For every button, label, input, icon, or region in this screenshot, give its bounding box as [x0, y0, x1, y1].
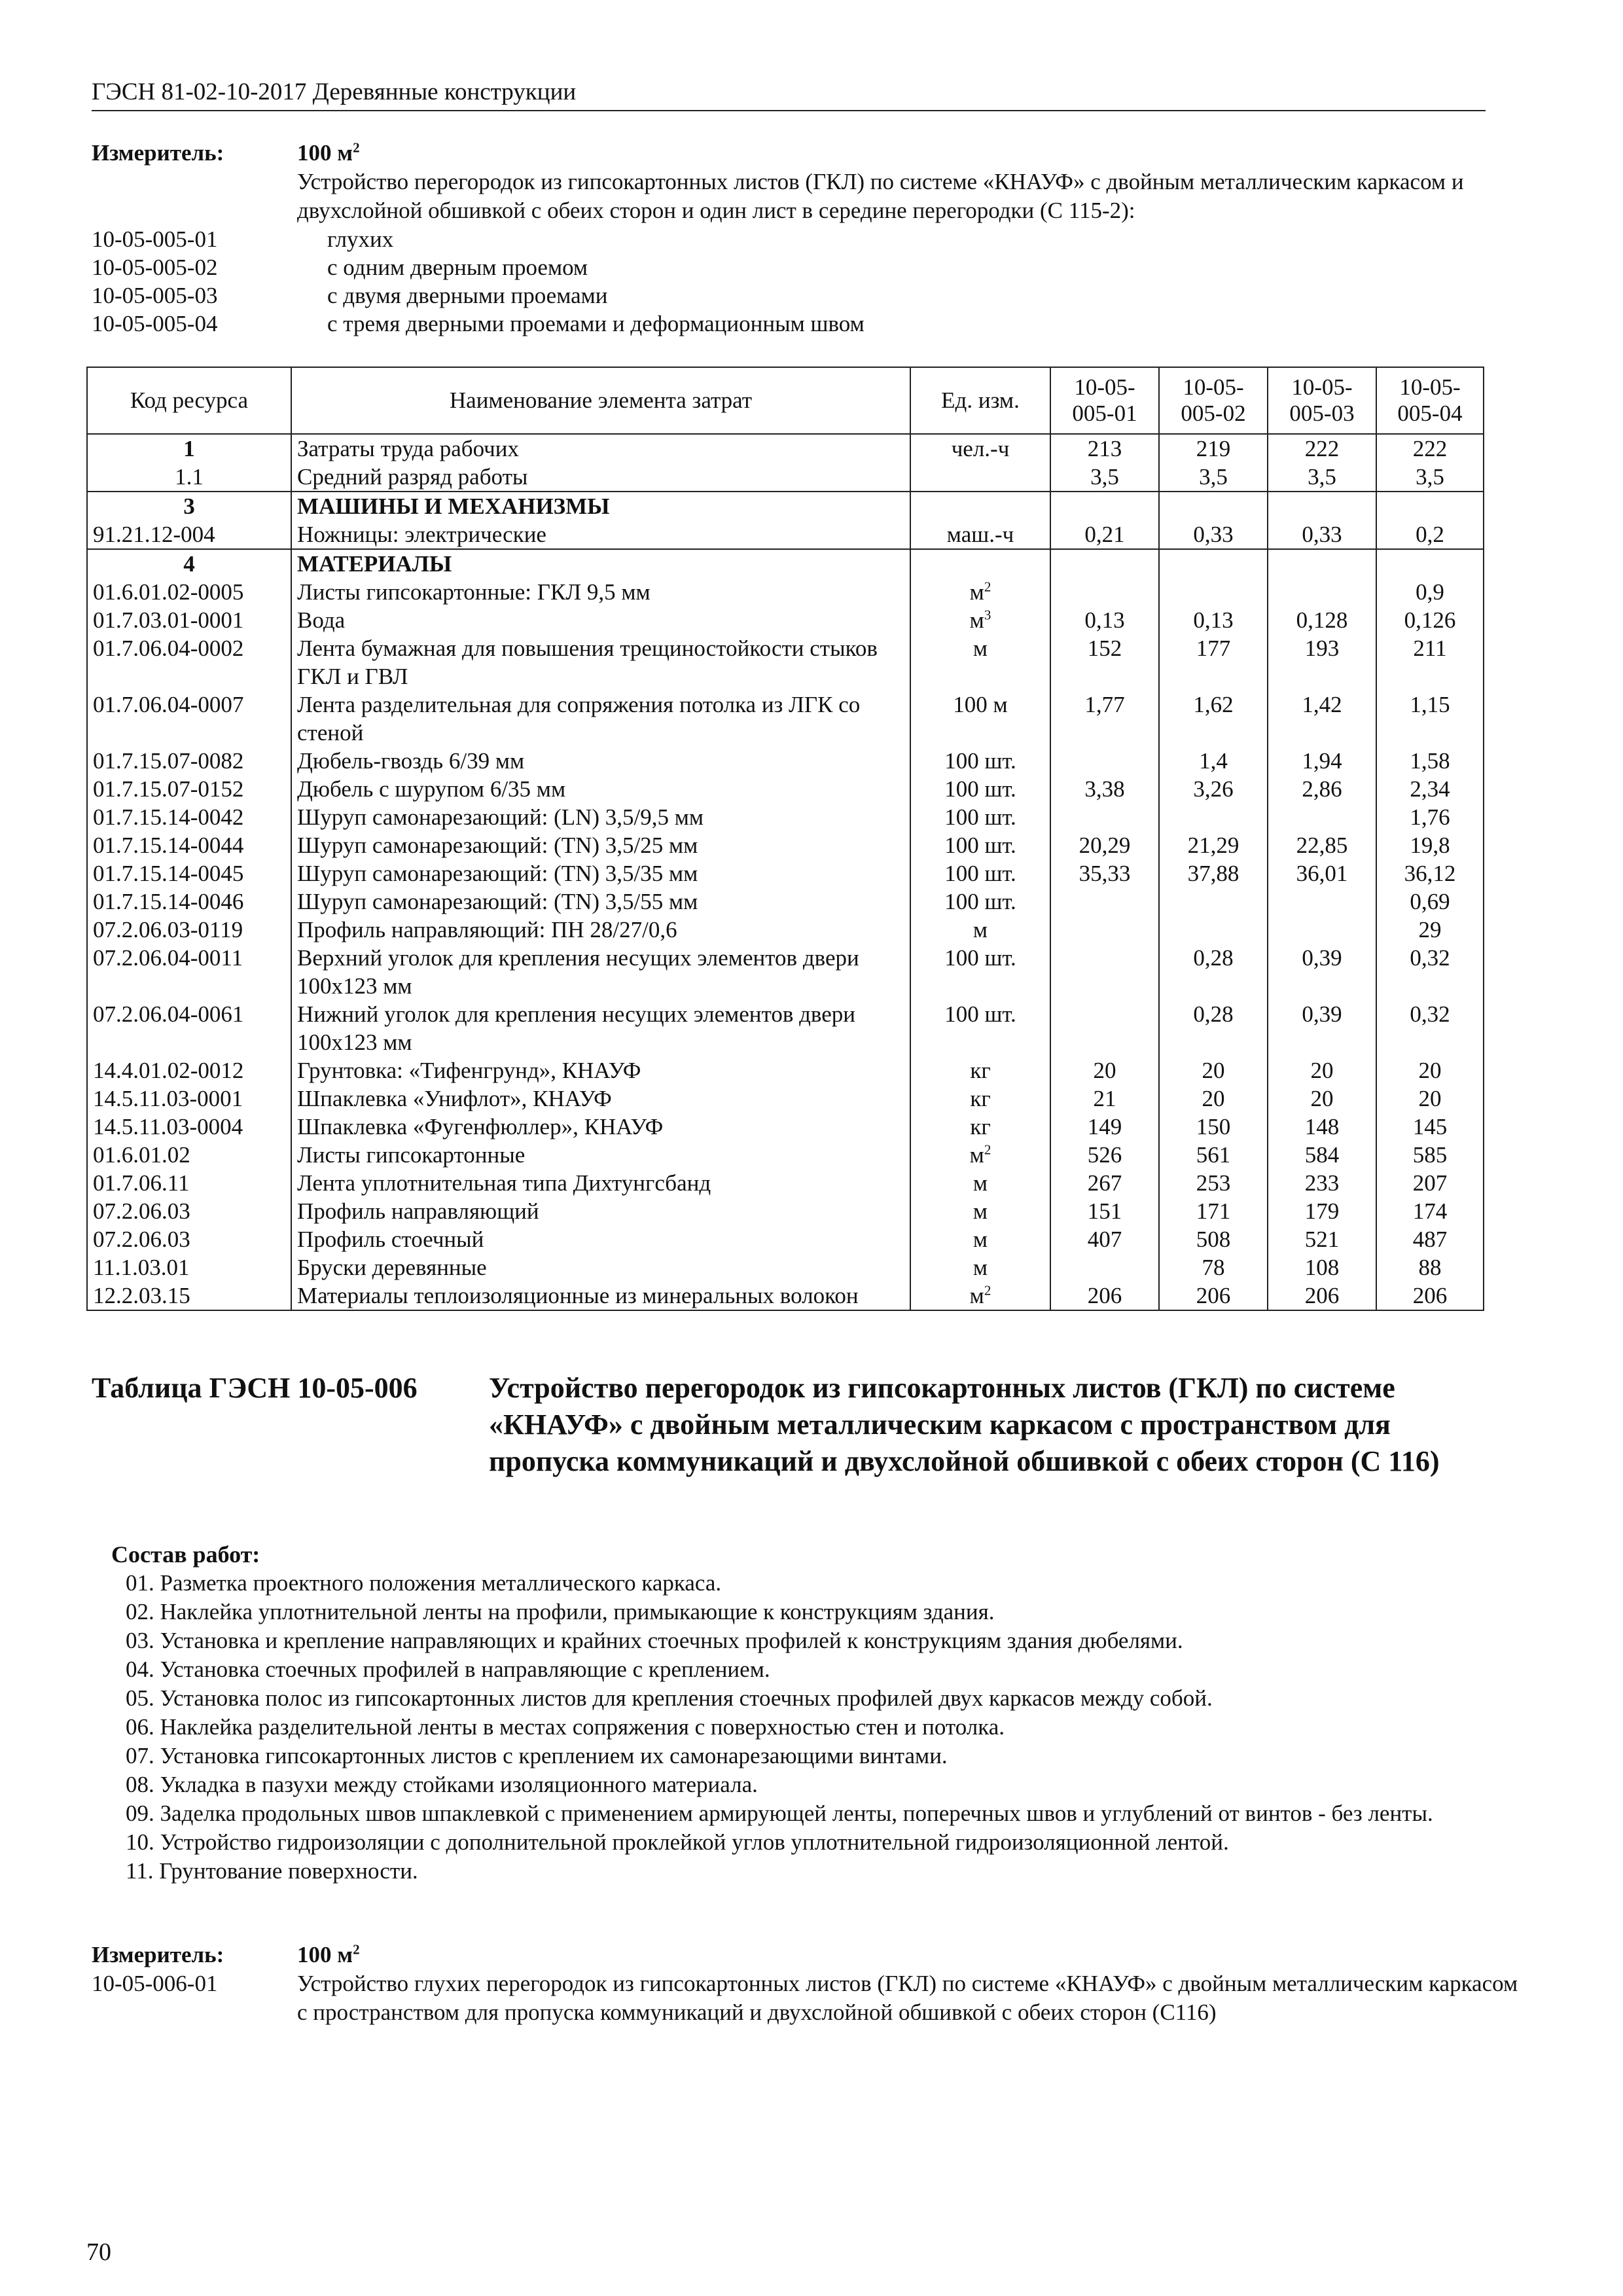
cell-code: 01.7.15.07-0082	[87, 747, 291, 775]
cell-code: 01.7.03.01-0001	[87, 606, 291, 634]
measure-block-1	[92, 139, 1486, 338]
cell-value-3: 584	[1268, 1141, 1376, 1169]
cell-unit-text: 100 шт.	[944, 861, 1016, 886]
cell-name: Бруски деревянные	[291, 1253, 910, 1282]
table-row	[87, 578, 1484, 606]
cell-unit-text: м	[972, 1198, 988, 1224]
cell-name: Лента разделительная для сопряжения потолка из ЛГК со стеной	[291, 691, 910, 747]
table-row	[87, 1000, 1484, 1056]
cell-value-2: 171	[1159, 1197, 1268, 1225]
cell-value-4: 0,69	[1376, 888, 1484, 916]
cell-value-3: 222	[1268, 434, 1376, 463]
header-unit: Ед. изм.	[910, 367, 1050, 434]
table-row	[87, 634, 1484, 691]
cell-value-2: 1,4	[1159, 747, 1268, 775]
cell-unit	[910, 634, 1050, 691]
cell-value-3: 193	[1268, 634, 1376, 691]
cell-code: 1	[87, 434, 291, 463]
cell-unit	[910, 1253, 1050, 1282]
table-row	[87, 803, 1484, 831]
cell-value-3: 148	[1268, 1113, 1376, 1141]
cell-unit	[910, 691, 1050, 747]
cell-value-1: 3,5	[1050, 463, 1159, 492]
cell-value-3: 0,33	[1268, 520, 1376, 549]
measure-item-code: 10-05-005-02	[92, 255, 218, 280]
cell-value-4: 487	[1376, 1225, 1484, 1253]
cell-value-1	[1050, 803, 1159, 831]
cell-value-3: 233	[1268, 1169, 1376, 1197]
works-item: 01. Разметка проектного положения металлического каркаса.	[126, 1570, 722, 1596]
cell-value-3: 206	[1268, 1282, 1376, 1310]
measure-item-text: глухих	[327, 226, 394, 252]
cell-unit-text: м	[969, 1283, 984, 1308]
cell-value-3: 0,128	[1268, 606, 1376, 634]
cell-value-4	[1376, 549, 1484, 578]
cell-value-3: 22,85	[1268, 831, 1376, 859]
cell-unit	[910, 463, 1050, 492]
cell-unit	[910, 859, 1050, 888]
cell-value-1	[1050, 747, 1159, 775]
cell-value-4: 222	[1376, 434, 1484, 463]
table-row	[87, 775, 1484, 803]
cell-value-4: 585	[1376, 1141, 1484, 1169]
cell-unit-text: маш.-ч	[946, 522, 1014, 547]
cell-unit	[910, 1225, 1050, 1253]
cell-unit-text: м	[969, 1142, 984, 1168]
cell-value-3: 0,39	[1268, 944, 1376, 1000]
cell-unit-text: 100 шт.	[944, 945, 1016, 971]
cell-unit	[910, 888, 1050, 916]
cell-name: Лента уплотнительная типа Дихтунгсбанд	[291, 1169, 910, 1197]
measure-item-code: 10-05-005-03	[92, 283, 218, 308]
cell-unit-text: кг	[970, 1058, 991, 1083]
cell-value-3: 1,94	[1268, 747, 1376, 775]
cell-value-4	[1376, 492, 1484, 520]
cell-code: 07.2.06.04-0061	[87, 1000, 291, 1056]
cell-name: Нижний уголок для крепления несущих элементов двери 100x123 мм	[291, 1000, 910, 1056]
works-item: 07. Установка гипсокартонных листов с креплением их самонарезающими винтами.	[126, 1743, 948, 1768]
cell-value-4: 1,15	[1376, 691, 1484, 747]
cell-name: Грунтовка: «Тифенгрунд», КНАУФ	[291, 1056, 910, 1085]
cell-unit	[910, 1000, 1050, 1056]
cell-value-4: 2,34	[1376, 775, 1484, 803]
cell-value-1	[1050, 888, 1159, 916]
works-item: 06. Наклейка разделительной ленты в местах сопряжения с поверхностью стен и потолка.	[126, 1714, 1005, 1740]
cell-value-1: 152	[1050, 634, 1159, 691]
cell-value-1: 151	[1050, 1197, 1159, 1225]
measure-item-text: с двумя дверными проемами	[327, 283, 608, 308]
cell-name: Лента бумажная для повышения трещиностойкости стыков ГКЛ и ГВЛ	[291, 634, 910, 691]
cell-value-1	[1050, 549, 1159, 578]
measure2-code: 10-05-006-01	[92, 1971, 218, 1996]
cell-value-1	[1050, 578, 1159, 606]
cell-unit	[910, 1197, 1050, 1225]
cell-value-3	[1268, 916, 1376, 944]
cell-unit-text: 100 шт.	[944, 776, 1016, 802]
cell-value-4: 174	[1376, 1197, 1484, 1225]
cell-value-4: 0,9	[1376, 578, 1484, 606]
cell-value-4: 207	[1376, 1169, 1484, 1197]
table-row	[87, 1197, 1484, 1225]
cell-code: 01.7.15.14-0045	[87, 859, 291, 888]
cell-value-2	[1159, 578, 1268, 606]
cell-name: Верхний уголок для крепления несущих элементов двери 100x123 мм	[291, 944, 910, 1000]
page-header	[92, 77, 1486, 111]
cell-name: Шуруп самонарезающий: (TN) 3,5/35 мм	[291, 859, 910, 888]
table-row	[87, 691, 1484, 747]
cell-unit-sup: 2	[984, 1282, 991, 1299]
cell-unit	[910, 578, 1050, 606]
cell-name: МАШИНЫ И МЕХАНИЗМЫ	[291, 492, 910, 520]
cell-code: 3	[87, 492, 291, 520]
cell-unit-text: 100 шт.	[944, 833, 1016, 858]
works-item: 02. Наклейка уплотнительной ленты на профили, примыкающие к конструкциям здания.	[126, 1599, 995, 1624]
cell-value-3	[1268, 549, 1376, 578]
resource-table	[86, 367, 1484, 1311]
cell-name: Шпаклевка «Унифлот», КНАУФ	[291, 1085, 910, 1113]
cell-unit-text: 100 шт.	[944, 1001, 1016, 1027]
cell-unit	[910, 747, 1050, 775]
table-row	[87, 1169, 1484, 1197]
cell-code: 01.7.06.11	[87, 1169, 291, 1197]
measure-item	[92, 253, 1486, 281]
cell-value-4: 0,32	[1376, 1000, 1484, 1056]
cell-name: Профиль направляющий	[291, 1197, 910, 1225]
table-row	[87, 520, 1484, 549]
cell-code: 07.2.06.04-0011	[87, 944, 291, 1000]
table-row	[87, 606, 1484, 634]
cell-value-4: 0,32	[1376, 944, 1484, 1000]
works-item: 03. Установка и крепление направляющих и крайних стоечных профилей к конструкциям здания дюбелями.	[126, 1628, 1183, 1653]
cell-code: 11.1.03.01	[87, 1253, 291, 1282]
cell-value-2: 0,28	[1159, 944, 1268, 1000]
cell-code: 01.7.15.14-0046	[87, 888, 291, 916]
cell-unit-text: 100 м	[953, 692, 1008, 717]
cell-unit	[910, 492, 1050, 520]
header-title: ГЭСН 81-02-10-2017 Деревянные конструкции	[92, 79, 577, 105]
cell-name: Материалы теплоизоляционные из минеральных волокон	[291, 1282, 910, 1310]
cell-unit-sup: 2	[984, 579, 991, 595]
cell-code: 07.2.06.03-0119	[87, 916, 291, 944]
cell-name: Средний разряд работы	[291, 463, 910, 492]
cell-unit	[910, 831, 1050, 859]
measure-item	[92, 281, 1486, 310]
cell-value-1: 206	[1050, 1282, 1159, 1310]
cell-code: 91.21.12-004	[87, 520, 291, 549]
cell-value-4: 88	[1376, 1253, 1484, 1282]
cell-value-2: 3,26	[1159, 775, 1268, 803]
cell-code: 01.7.15.07-0152	[87, 775, 291, 803]
cell-value-1: 0,21	[1050, 520, 1159, 549]
cell-name: Дюбель с шурупом 6/35 мм	[291, 775, 910, 803]
table-row	[87, 1282, 1484, 1310]
measure-item-text: с одним дверным проемом	[327, 255, 588, 280]
cell-value-3	[1268, 578, 1376, 606]
cell-value-1: 20	[1050, 1056, 1159, 1085]
header-code: Код ресурса	[87, 367, 291, 434]
cell-value-2: 37,88	[1159, 859, 1268, 888]
cell-unit-text: кг	[970, 1114, 991, 1139]
cell-value-2: 508	[1159, 1225, 1268, 1253]
cell-value-4: 211	[1376, 634, 1484, 691]
cell-value-3	[1268, 803, 1376, 831]
table-row	[87, 1085, 1484, 1113]
table2-title: Устройство перегородок из гипсокартонных листов (ГКЛ) по системе «КНАУФ» с двойным металлическим каркасом с пространством для пропуска коммуникаций и двухслойной обшивкой с обеих сторон (С 116)	[489, 1372, 1440, 1477]
cell-unit	[910, 916, 1050, 944]
cell-code: 01.7.06.04-0007	[87, 691, 291, 747]
cell-unit-text: 100 шт.	[944, 804, 1016, 830]
cell-value-1: 213	[1050, 434, 1159, 463]
cell-value-1: 21	[1050, 1085, 1159, 1113]
measure-item-code: 10-05-005-04	[92, 311, 218, 336]
cell-unit-text: м	[969, 579, 984, 605]
cell-unit-text: м	[969, 607, 984, 633]
cell-value-4: 1,76	[1376, 803, 1484, 831]
table-row	[87, 1056, 1484, 1085]
cell-value-1: 20,29	[1050, 831, 1159, 859]
header-col3: 10-05-005-03	[1268, 367, 1376, 434]
works-item: 11. Грунтование поверхности.	[126, 1858, 418, 1884]
measure2-unit-sup: 2	[353, 1941, 360, 1958]
cell-value-2: 0,33	[1159, 520, 1268, 549]
works-list	[126, 1569, 1441, 1886]
works-item: 04. Установка стоечных профилей в направляющие с креплением.	[126, 1657, 770, 1682]
cell-code: 12.2.03.15	[87, 1282, 291, 1310]
table-row	[87, 888, 1484, 916]
cell-value-1	[1050, 492, 1159, 520]
cell-value-1: 1,77	[1050, 691, 1159, 747]
cell-value-3: 2,86	[1268, 775, 1376, 803]
cell-name: Профиль направляющий: ПН 28/27/0,6	[291, 916, 910, 944]
table-row	[87, 434, 1484, 463]
cell-unit-text: кг	[970, 1086, 991, 1111]
cell-unit-text: м	[972, 1227, 988, 1252]
cell-code: 1.1	[87, 463, 291, 492]
header-col2: 10-05-005-02	[1159, 367, 1268, 434]
cell-code: 01.6.01.02	[87, 1141, 291, 1169]
cell-name: Шуруп самонарезающий: (LN) 3,5/9,5 мм	[291, 803, 910, 831]
measure-items	[92, 225, 1486, 338]
cell-value-2: 561	[1159, 1141, 1268, 1169]
cell-name: МАТЕРИАЛЫ	[291, 549, 910, 578]
works-item: 10. Устройство гидроизоляции с дополнительной проклейкой углов уплотнительной гидроизоляционной лентой.	[126, 1829, 1229, 1855]
cell-value-4: 36,12	[1376, 859, 1484, 888]
cell-value-4: 1,58	[1376, 747, 1484, 775]
cell-value-1	[1050, 944, 1159, 1000]
page-number: 70	[86, 2238, 111, 2266]
cell-unit	[910, 1056, 1050, 1085]
cell-name: Шуруп самонарезающий: (TN) 3,5/25 мм	[291, 831, 910, 859]
table-row	[87, 1253, 1484, 1282]
cell-unit	[910, 1282, 1050, 1310]
cell-value-3: 3,5	[1268, 463, 1376, 492]
cell-value-1	[1050, 1000, 1159, 1056]
cell-value-4: 19,8	[1376, 831, 1484, 859]
measure-item	[92, 310, 1486, 338]
cell-value-4: 0,126	[1376, 606, 1484, 634]
cell-value-4: 20	[1376, 1085, 1484, 1113]
cell-value-2	[1159, 803, 1268, 831]
cell-name: Листы гипсокартонные	[291, 1141, 910, 1169]
measure-unit-text: 100 м	[297, 140, 353, 166]
cell-unit	[910, 520, 1050, 549]
measure2-label: Измеритель:	[92, 1942, 224, 1967]
table-row	[87, 831, 1484, 859]
cell-unit	[910, 549, 1050, 578]
cell-value-3	[1268, 492, 1376, 520]
cell-value-2: 0,28	[1159, 1000, 1268, 1056]
cell-code: 14.4.01.02-0012	[87, 1056, 291, 1085]
cell-value-4: 206	[1376, 1282, 1484, 1310]
cell-name: Листы гипсокартонные: ГКЛ 9,5 мм	[291, 578, 910, 606]
cell-name: Профиль стоечный	[291, 1225, 910, 1253]
cell-value-2: 20	[1159, 1056, 1268, 1085]
cell-value-2	[1159, 888, 1268, 916]
cell-name: Шпаклевка «Фугенфюллер», КНАУФ	[291, 1113, 910, 1141]
cell-value-2	[1159, 549, 1268, 578]
cell-code: 07.2.06.03	[87, 1225, 291, 1253]
cell-unit-sup: 2	[984, 1141, 991, 1158]
table-body	[87, 434, 1484, 1310]
cell-name: Вода	[291, 606, 910, 634]
table-row	[87, 1113, 1484, 1141]
cell-value-4: 29	[1376, 916, 1484, 944]
measure2-unit	[297, 1941, 360, 1969]
cell-unit-text: м	[972, 1170, 988, 1196]
cell-value-4: 145	[1376, 1113, 1484, 1141]
cell-value-4: 3,5	[1376, 463, 1484, 492]
cell-value-2: 219	[1159, 434, 1268, 463]
cell-value-3: 0,39	[1268, 1000, 1376, 1056]
cell-name: Ножницы: электрические	[291, 520, 910, 549]
cell-value-3: 108	[1268, 1253, 1376, 1282]
header-col1: 10-05-005-01	[1050, 367, 1159, 434]
measure-description: Устройство перегородок из гипсокартонных листов (ГКЛ) по системе «КНАУФ» с двойным металлическим каркасом и двухслойной обшивкой с обеих сторон и один лист в середине перегородки (С 115-2):	[297, 169, 1464, 223]
cell-unit	[910, 1085, 1050, 1113]
cell-unit	[910, 1169, 1050, 1197]
measure2-description: Устройство глухих перегородок из гипсокартонных листов (ГКЛ) по системе «КНАУФ» с двойным металлическим каркасом с пространством для пропуска коммуникаций и двухслойной обшивкой с обеих сторон (С116)	[297, 1971, 1518, 2025]
cell-value-1: 0,13	[1050, 606, 1159, 634]
cell-value-3: 179	[1268, 1197, 1376, 1225]
table-header-row	[87, 367, 1484, 434]
measure-block-2	[92, 1941, 1518, 2027]
cell-value-3: 20	[1268, 1056, 1376, 1085]
cell-value-2: 78	[1159, 1253, 1268, 1282]
cell-value-1: 267	[1050, 1169, 1159, 1197]
cell-value-2: 3,5	[1159, 463, 1268, 492]
measure-item-text: с тремя дверными проемами и деформационным швом	[327, 311, 865, 336]
cell-code: 01.7.15.14-0044	[87, 831, 291, 859]
cell-unit	[910, 1113, 1050, 1141]
table-row	[87, 549, 1484, 578]
cell-value-1: 407	[1050, 1225, 1159, 1253]
cell-value-1: 35,33	[1050, 859, 1159, 888]
measure-unit-sup: 2	[353, 139, 360, 156]
cell-code: 07.2.06.03	[87, 1197, 291, 1225]
cell-value-4: 0,2	[1376, 520, 1484, 549]
cell-value-1: 526	[1050, 1141, 1159, 1169]
cell-value-3: 20	[1268, 1085, 1376, 1113]
header-name: Наименование элемента затрат	[291, 367, 910, 434]
cell-code: 4	[87, 549, 291, 578]
cell-value-3	[1268, 888, 1376, 916]
cell-name: Дюбель-гвоздь 6/39 мм	[291, 747, 910, 775]
measure2-unit-text: 100 м	[297, 1942, 353, 1967]
measure-item	[92, 225, 1486, 253]
cell-unit	[910, 1141, 1050, 1169]
cell-value-1	[1050, 916, 1159, 944]
cell-unit	[910, 944, 1050, 1000]
cell-value-1: 3,38	[1050, 775, 1159, 803]
cell-code: 14.5.11.03-0001	[87, 1085, 291, 1113]
cell-unit	[910, 775, 1050, 803]
table-row	[87, 1225, 1484, 1253]
measure-label: Измеритель:	[92, 140, 224, 166]
cell-value-2: 150	[1159, 1113, 1268, 1141]
cell-value-2: 253	[1159, 1169, 1268, 1197]
cell-unit	[910, 803, 1050, 831]
measure-unit	[297, 139, 360, 168]
table-row	[87, 916, 1484, 944]
works-item: 05. Установка полос из гипсокартонных листов для крепления стоечных профилей двух каркасов между собой.	[126, 1685, 1213, 1711]
cell-unit-text: 100 шт.	[944, 748, 1016, 774]
cell-unit-text: 100 шт.	[944, 889, 1016, 914]
cell-value-1	[1050, 1253, 1159, 1282]
cell-name: Шуруп самонарезающий: (TN) 3,5/55 мм	[291, 888, 910, 916]
table-row	[87, 944, 1484, 1000]
table-row	[87, 492, 1484, 520]
header-col4: 10-05-005-04	[1376, 367, 1484, 434]
cell-value-2: 1,62	[1159, 691, 1268, 747]
cell-code: 01.6.01.02-0005	[87, 578, 291, 606]
cell-unit-text: м	[972, 917, 988, 942]
cell-unit-sup: 3	[984, 607, 991, 623]
cell-value-3: 521	[1268, 1225, 1376, 1253]
cell-unit-text: чел.-ч	[951, 436, 1010, 461]
cell-name: Затраты труда рабочих	[291, 434, 910, 463]
cell-value-2: 177	[1159, 634, 1268, 691]
works-item: 08. Укладка в пазухи между стойками изоляционного материала.	[126, 1772, 758, 1797]
cell-value-3: 1,42	[1268, 691, 1376, 747]
cell-unit-text: м	[972, 1255, 988, 1280]
cell-value-2: 21,29	[1159, 831, 1268, 859]
works-title: Состав работ:	[111, 1541, 260, 1568]
table-row	[87, 747, 1484, 775]
cell-code: 14.5.11.03-0004	[87, 1113, 291, 1141]
cell-code: 01.7.06.04-0002	[87, 634, 291, 691]
cell-value-2: 20	[1159, 1085, 1268, 1113]
table-row	[87, 859, 1484, 888]
table-row	[87, 1141, 1484, 1169]
table-row	[87, 463, 1484, 492]
cell-value-2: 0,13	[1159, 606, 1268, 634]
cell-value-1: 149	[1050, 1113, 1159, 1141]
cell-value-4: 20	[1376, 1056, 1484, 1085]
measure-item-code: 10-05-005-01	[92, 226, 218, 252]
cell-value-2	[1159, 916, 1268, 944]
works-item: 09. Заделка продольных швов шпаклевкой с применением армирующей ленты, поперечных швов и углублений от винтов - без ленты.	[126, 1801, 1433, 1826]
cell-unit	[910, 434, 1050, 463]
cell-value-2	[1159, 492, 1268, 520]
cell-unit	[910, 606, 1050, 634]
cell-value-3: 36,01	[1268, 859, 1376, 888]
table2-label: Таблица ГЭСН 10-05-006	[92, 1372, 418, 1404]
cell-value-2: 206	[1159, 1282, 1268, 1310]
cell-unit-text: м	[972, 636, 988, 661]
cell-code: 01.7.15.14-0042	[87, 803, 291, 831]
